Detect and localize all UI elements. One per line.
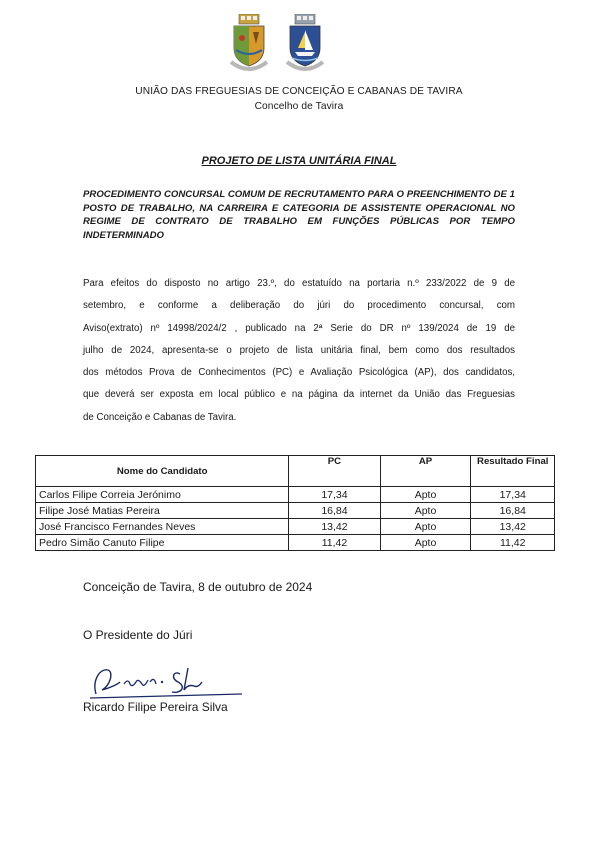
pc-score: 16,84 (289, 503, 380, 519)
crest-cabanas-icon (285, 14, 325, 74)
header-ap: AP (380, 456, 471, 487)
table-row (36, 503, 555, 519)
handwritten-signature-icon (84, 660, 254, 702)
header-pc: PC (289, 456, 380, 487)
pc-score: 17,34 (289, 487, 380, 503)
organization-name: UNIÃO DAS FREGUESIAS DE CONCEIÇÃO E CABANAS DE TAVIRA (135, 86, 463, 97)
table-row (36, 519, 555, 535)
pc-score: 11,42 (289, 535, 380, 551)
final-result: 13,42 (471, 519, 555, 535)
table-row (36, 535, 555, 551)
paragraph-line: que deverá ser exposta em local público e na página da internet da União das Freguesias (83, 389, 515, 401)
candidate-name: Filipe José Matias Pereira (36, 503, 289, 519)
final-result: 17,34 (471, 487, 555, 503)
pc-score: 13,42 (289, 519, 380, 535)
document-title: PROJETO DE LISTA UNITÁRIA FINAL (201, 155, 397, 167)
crest-conceicao-icon (229, 14, 269, 74)
final-result: 11,42 (471, 535, 555, 551)
municipality-name: Concelho de Tavira (254, 101, 344, 112)
ap-result: Apto (380, 535, 471, 551)
paragraph-line: dos métodos Prova de Conhecimentos (PC) e Avaliação Psicológica (AP), dos candidatos, (83, 367, 515, 379)
paragraph-line: Para efeitos do disposto no artigo 23.º, do estatuído na portaria n.º 233/2022 de 9 de (83, 278, 515, 289)
body-paragraph (83, 273, 515, 429)
paragraph-line: Aviso(extrato) nº 14998/2024/2 , publicado na 2ª Serie do DR nº 139/2024 de 19 de (83, 322, 515, 334)
paragraph-line: setembro, e conforme a deliberação do júri do procedimento concursal, com (83, 300, 515, 312)
header-candidate-name: Nome do Candidato (36, 456, 289, 487)
paragraph-line: julho de 2024, apresenta-se o projeto de lista unitária final, bem como dos resultados (83, 344, 515, 356)
place-date: Conceição de Tavira, 8 de outubro de 2024 (83, 580, 313, 594)
ap-result: Apto (380, 503, 471, 519)
candidate-name: Pedro Simão Canuto Filipe (36, 535, 289, 551)
procedure-description: PROCEDIMENTO CONCURSAL COMUM DE RECRUTAMENTO PARA O PREENCHIMENTO DE 1 POSTO DE TRABALHO, NA CARREIRA E CATEGORIA DE ASSISTENTE OPERACIONAL NO REGIME DE CONTRATO DE TRABALHO EM FUNÇÕES PÚBLICAS POR TEMPO INDETERMINADO (83, 189, 515, 241)
candidate-name: Carlos Filipe Correia Jerónimo (36, 487, 289, 503)
final-result: 16,84 (471, 503, 555, 519)
jury-role: O Presidente do Júri (83, 628, 193, 642)
signatory-name: Ricardo Filipe Pereira Silva (83, 700, 228, 714)
ap-result: Apto (380, 487, 471, 503)
table-header-row (36, 456, 555, 487)
table-row (36, 487, 555, 503)
header-final-result: Resultado Final (471, 456, 555, 487)
candidate-name: José Francisco Fernandes Neves (36, 519, 289, 535)
ap-result: Apto (380, 519, 471, 535)
paragraph-line: de Conceição e Cabanas de Tavira. (83, 411, 237, 423)
results-table (35, 455, 555, 551)
